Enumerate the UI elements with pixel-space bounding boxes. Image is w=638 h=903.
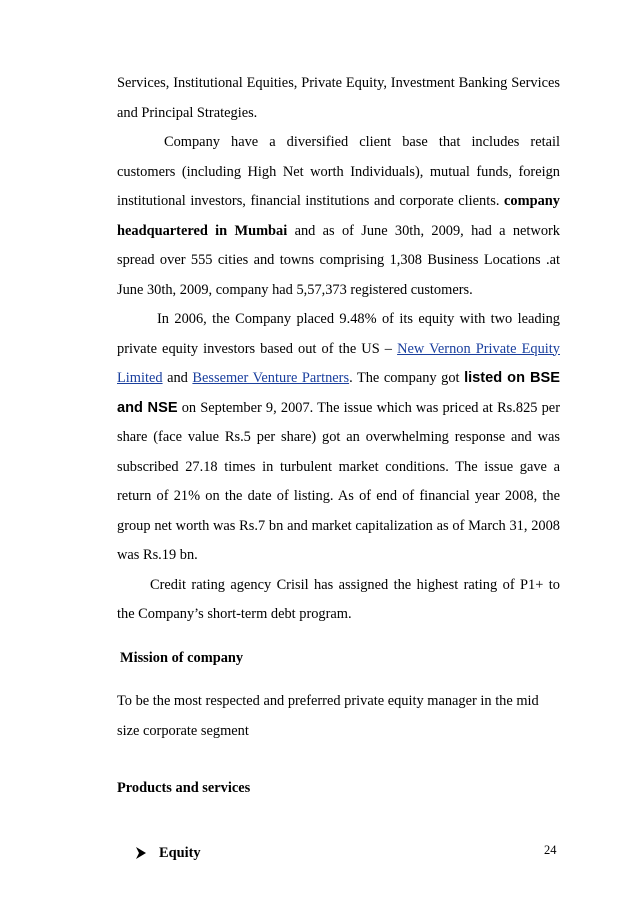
- list-item: [117, 839, 560, 869]
- company-got-text: . The company got: [349, 370, 465, 386]
- paragraph-services: [117, 69, 560, 128]
- equity-item-label: Equity: [159, 844, 201, 861]
- network-text: and as of June 30th, 2009, had a network spread over 555 cities and towns comprising 1,308 Business Locations .at June 30th, 2009, company had 5,57,373 registered customers.: [117, 222, 560, 298]
- and-text: and: [162, 370, 193, 386]
- issue-details-text: on September 9, 2007. The issue which was priced at Rs.825 per share (face value Rs.5 per share) got an overwhelming response and was subscribed 27.18 times in turbulent market conditions. The issue gave a return of 21% on the date of listing. As of end of financial year 2008, the group net worth was Rs.7 bn and market capitalization as of March 31, 2008 was Rs.19 bn.: [117, 399, 560, 563]
- credit-rating-text: Credit rating agency Crisil has assigned the highest rating of P1+ to the Company’s short-term debt program.: [117, 576, 560, 622]
- headquarters-bold-text: company headquartered in Mumbai: [117, 193, 560, 239]
- products-heading: Products and services: [117, 780, 251, 796]
- paragraph-credit-rating: [117, 571, 560, 630]
- bessemer-link[interactable]: Bessemer Venture Partners: [192, 370, 350, 386]
- page-number: 24: [544, 843, 557, 857]
- new-vernon-link[interactable]: New Vernon Private Equity Limited: [117, 340, 560, 386]
- paragraph-equity-placement: [117, 305, 560, 571]
- equity-placement-text: In 2006, the Company placed 9.48% of its equity with two leading private equity investors based out of the US –: [117, 311, 560, 357]
- mission-text: To be the most respected and preferred private equity manager in the mid size corporate segment: [117, 693, 539, 739]
- mission-heading: Mission of company: [120, 649, 244, 666]
- client-base-text: Company have a diversified client base that includes retail customers (including High Net worth Individuals), mutual funds, foreign institutional investors, financial institutions and corporate clients.: [117, 134, 560, 209]
- services-text: Services, Institutional Equities, Private Equity, Investment Banking Services and Principal Strategies.: [117, 75, 560, 121]
- listing-bold-text: listed on BSE and NSE: [117, 370, 560, 416]
- paragraph-client-base: [117, 128, 560, 305]
- page-content: [117, 69, 560, 868]
- arrow-bullet-icon: [135, 846, 147, 860]
